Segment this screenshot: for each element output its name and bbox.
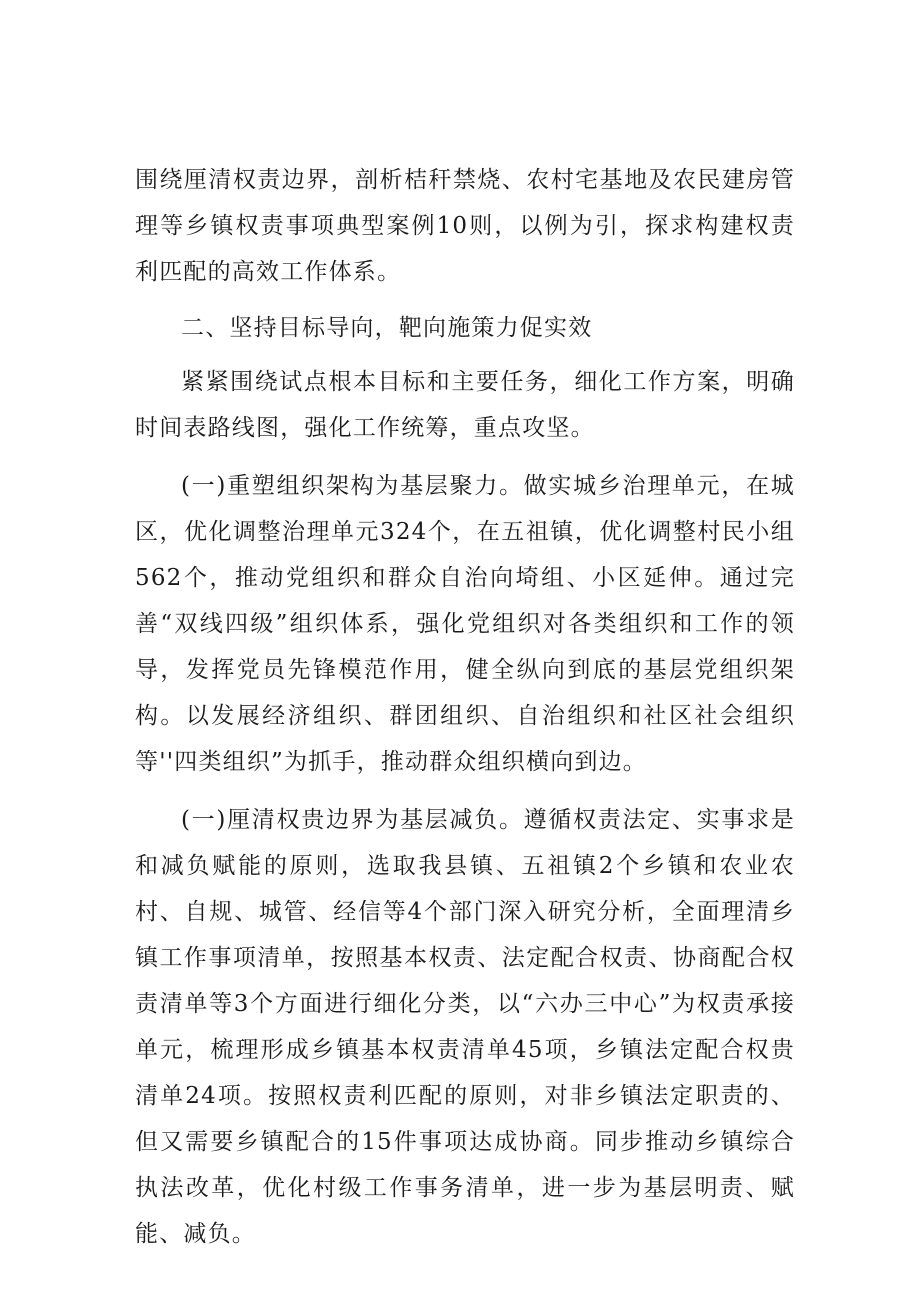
section-heading: 二、坚持目标导向，靶向施策力促实效 [181, 315, 593, 341]
paragraph-intro: 紧紧围绕试点根本目标和主要任务，细化工作方案，明确时间表路线图，强化工作统筹，重点攻坚。 [135, 369, 795, 441]
paragraph-responsibility: (一)厘清权贵边界为基层减负。遵循权责法定、实事求是和减负赋能的原则，选取我县镇、五祖镇2个乡镇和农业农村、自规、城管、经信等4个部门深入研究分析，全面理清乡镇工作事项清单，按照基本权责、法定配合权责、协商配合权责清单等3个方面进行细化分类，以“六办三中心”为权责承接单元，梳理形成乡镇基本权责清单45项，乡镇法定配合权贵清单24项。按照权责利匹配的原则，对非乡镇法定职责的、但又需要乡镇配合的15件事项达成协商。同步推动乡镇综合执法改革，优化村级工作事务清单，进一步为基层明责、赋能、减负。 [135, 807, 795, 1247]
document-body [135, 157, 795, 1257]
paragraph-continuation: 围绕厘清权责边界，剖析桔秆禁烧、农村宅基地及农民建房管理等乡镇权责事项典型案例10则，以例为引，探求构建权责利匹配的高效工作体系。 [135, 167, 795, 285]
paragraph-organization: (一)重塑组织架构为基层聚力。做实城乡治理单元，在城区，优化调整治理单元324个，在五祖镇，优化调整村民小组562个，推动党组织和群众自治向埼组、小区延伸。通过完善“双线四级”组织体系，强化党组织对各类组织和工作的领导，发挥党员先锋模范作用，健全纵向到底的基层党组织架构。以发展经济组织、群团组织、自治组织和社区社会组织等''四类组织”为抓手，推动群众组织横向到边。 [135, 473, 795, 775]
